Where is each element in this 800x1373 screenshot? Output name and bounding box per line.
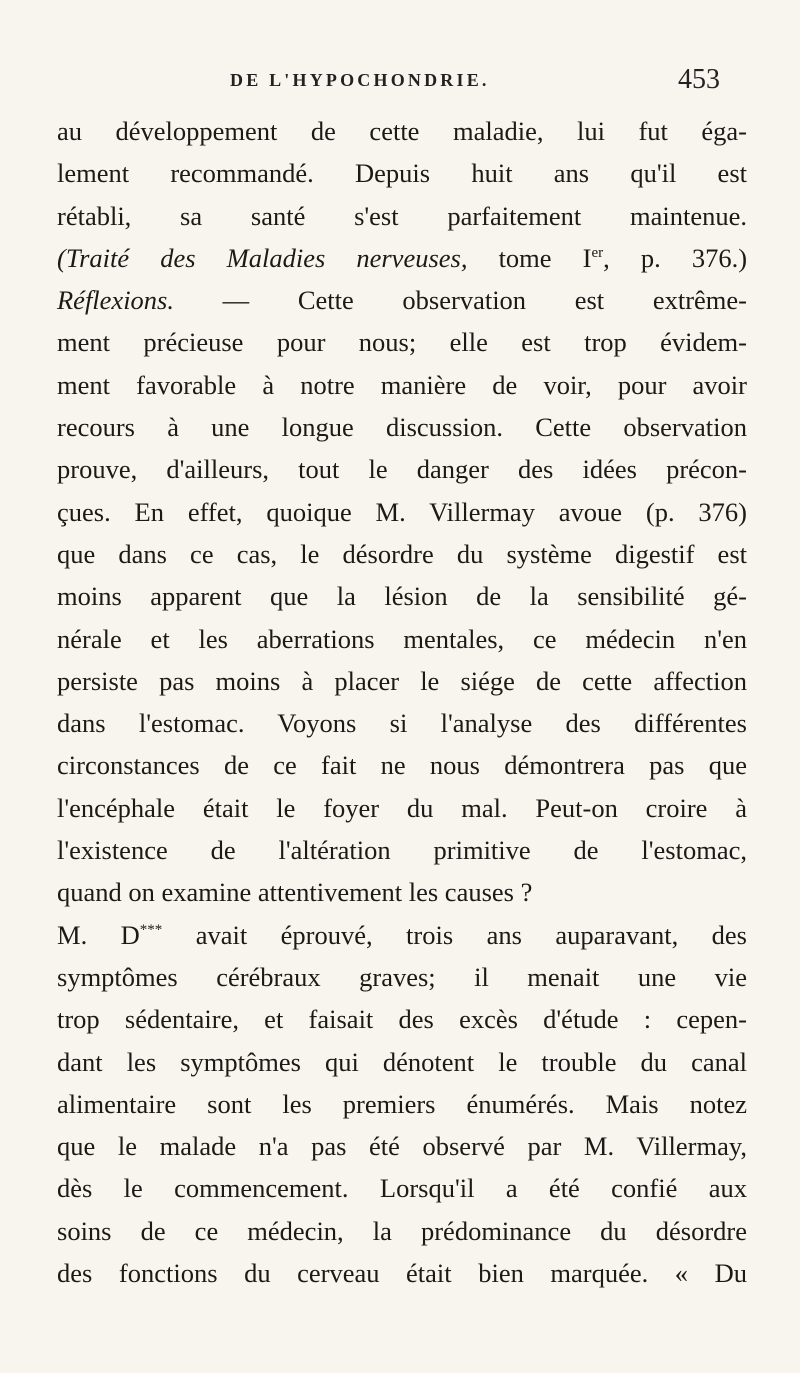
text-line: Réflexions. — Cette observation est extrême- [57,285,747,316]
text-line: dès le commencement. Lorsqu'il a été confié aux [57,1173,747,1204]
text-line: alimentaire sont les premiers énumérés. Mais notez [57,1088,747,1119]
page-number: 453 [678,64,720,95]
text-line: circonstances de ce fait ne nous démontrera pas que [57,750,747,781]
text-line: prouve, d'ailleurs, tout le danger des idées précon- [57,454,747,485]
text-line: quand on examine attentivement les causes ? [57,877,533,908]
text-line: l'encéphale était le foyer du mal. Peut-on croire à [57,792,747,823]
text-line: que le malade n'a pas été observé par M. Villermay, [57,1131,747,1162]
text-line: soins de ce médecin, la prédominance du désordre [57,1215,747,1246]
text-line: rétabli, sa santé s'est parfaitement maintenue. [57,200,747,231]
text-line: moins apparent que la lésion de la sensibilité gé- [57,581,747,612]
text-line: M. D*** avait éprouvé, trois ans auparavant, des [57,919,747,950]
page-header [60,64,740,104]
text-line: çues. En effet, quoique M. Villermay avoue (p. 376) [57,496,747,527]
text-line: ment favorable à notre manière de voir, pour avoir [57,369,747,400]
body-text [57,110,747,1294]
text-line: nérale et les aberrations mentales, ce médecin n'en [57,623,747,654]
running-head: DE L'HYPOCHONDRIE. [230,70,490,90]
text-line: persiste pas moins à placer le siége de cette affection [57,665,747,696]
text-line: l'existence de l'altération primitive de l'estomac, [57,835,747,866]
text-line: au développement de cette maladie, lui fut éga- [57,116,747,146]
text-line: trop sédentaire, et faisait des excès d'étude : cepen- [57,1004,747,1035]
text-line: des fonctions du cerveau était bien marquée. « Du [57,1258,747,1289]
citation-title: (Traité des Maladies nerveuses, [57,242,468,273]
text-line: ment précieuse pour nous; elle est trop évidem- [57,327,747,358]
text-line: lement recommandé. Depuis huit ans qu'il est [57,158,747,189]
text-line: (Traité des Maladies nerveuses, tome Ier, p. 376.) [57,242,748,273]
text-line: que dans ce cas, le désordre du système digestif est [57,538,747,569]
text-line: dans l'estomac. Voyons si l'analyse des différentes [57,708,747,739]
text-line: dant les symptômes qui dénotent le trouble du canal [57,1046,747,1077]
text-line: symptômes cérébraux graves; il menait une vie [57,961,747,992]
text-line: recours à une longue discussion. Cette observation [57,412,747,443]
section-heading: Réflexions. [57,285,174,316]
